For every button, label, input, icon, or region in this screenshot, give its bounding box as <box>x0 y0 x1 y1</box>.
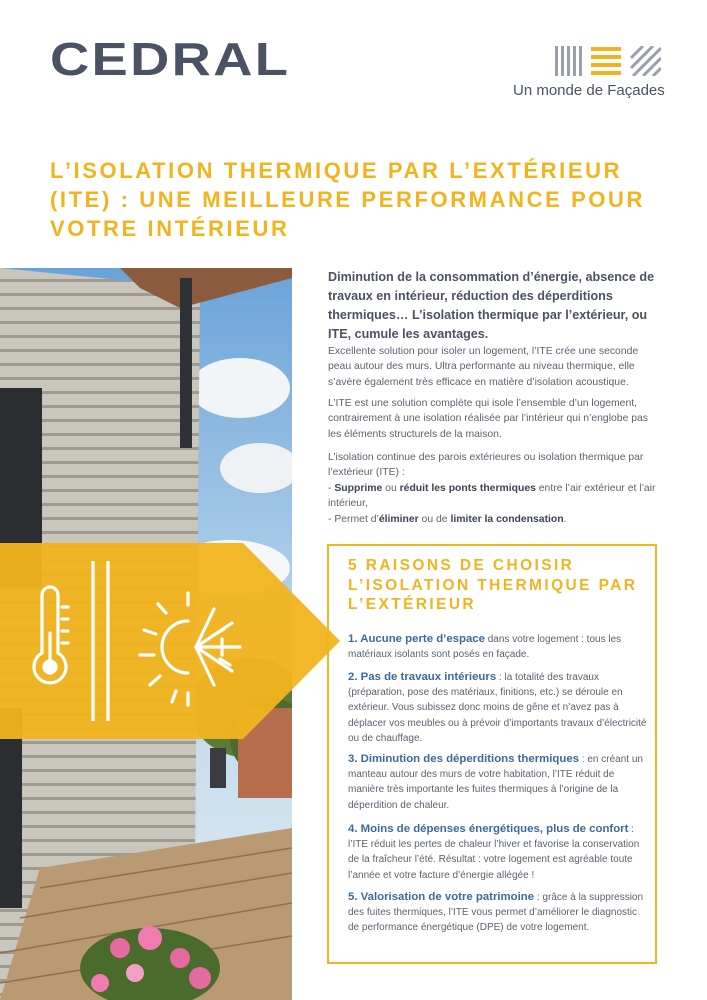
tagline: Un monde de Façades <box>513 82 665 99</box>
reason-3 <box>348 752 648 813</box>
reason-5-title: 5. Valorisation de votre patrimoine <box>348 891 535 903</box>
paragraph-1: Excellente solution pour isoler un logement, l’ITE crée une seconde peau autour des murs. Ultra performante au niveau thermique, elle s’avère également très efficace en matière d’isolation acoustique. <box>328 346 639 388</box>
reason-2-text: : la totalité des travaux (préparation, pose des matériaux, finitions, etc.) se déroule en extérieur. Vous subissez donc moins de gêne et n’avez pas à déplacer vos meubles ou à prévoir d’importants travaux d’électricité ou de chauffage. <box>348 672 647 744</box>
reason-2-title: 2. Pas de travaux intérieurs <box>348 671 497 683</box>
bullet-1-strong-2: réduit les ponts thermiques <box>399 482 536 494</box>
bullet-2-strong-2: limiter la condensation <box>450 513 564 525</box>
reason-1-text: dans votre logement : tous les matériaux isolants sont posés en façade. <box>348 634 622 661</box>
bullet-2-suffix: . <box>563 513 567 525</box>
bullet-2-prefix: - Permet d’ <box>328 513 379 525</box>
ite-banner <box>0 543 340 739</box>
intro-text: Diminution de la consommation d’énergie, absence de travaux en intérieur, réduction des déperditions thermiques… L’isolation thermique par l’extérieur, ou ITE, cumule les avantages. <box>328 270 655 341</box>
page-title: L’ISOLATION THERMIQUE PAR L’EXTÉRIEUR (ITE) : UNE MEILLEURE PERFORMANCE POUR VOTRE INTÉRIEUR <box>50 158 646 241</box>
paragraph-3-lead: L’isolation continue des parois extérieures ou isolation thermique par l’extérieur (ITE) : <box>328 452 644 479</box>
reasons-title: 5 RAISONS DE CHOISIR L’ISOLATION THERMIQUE PAR L’EXTÉRIEUR <box>348 557 638 613</box>
paragraph-2: L’ITE est une solution complète qui isole l’ensemble d’un logement, contrairement à une isolation réalisée par l’intérieur qui n’englobe pas les éléments structurels de la maison. <box>328 398 648 440</box>
bullet-2-strong-1: éliminer <box>378 513 419 525</box>
reason-5-text: : grâce à la suppression des fuites thermiques, l’ITE vous permet d’améliorer le diagnostic de performance énergétique (DPE) de votre logement. <box>348 892 644 934</box>
bullet-2-mid: ou de <box>418 513 451 525</box>
reason-4 <box>348 822 648 883</box>
reason-1-title: 1. Aucune perte d’espace <box>348 633 485 645</box>
bullet-1-suffix: entre l’air extérieur et l’air intérieur, <box>328 482 656 510</box>
paragraph-3 <box>328 450 664 527</box>
reason-3-title: 3. Diminution des déperditions thermiques <box>348 753 580 765</box>
cedral-logo: CEDRAL <box>50 33 291 85</box>
reason-1 <box>348 632 648 662</box>
facade-pattern-icon <box>555 46 661 76</box>
reason-5 <box>348 890 648 936</box>
reason-4-text: : l’ITE réduit les pertes de chaleur l’hiver et favorise la conservation de la fraîcheur l’été. Résultat : votre logement est agréable toute l’année et votre facture d’énergie allégée ! <box>348 824 640 881</box>
bullet-1-mid: ou <box>382 482 400 494</box>
reason-4-title: 4. Moins de dépenses énergétiques, plus de confort <box>348 823 629 835</box>
bullet-1-strong-1: Supprime <box>334 482 383 494</box>
bullet-1-prefix: - <box>328 482 335 494</box>
reason-2 <box>348 670 648 746</box>
reason-3-text: : en créant un manteau autour des murs de votre habitation, l’ITE réduit de manière très importante les fuites thermiques à l’origine de la déperdition de chaleur. <box>348 754 643 811</box>
